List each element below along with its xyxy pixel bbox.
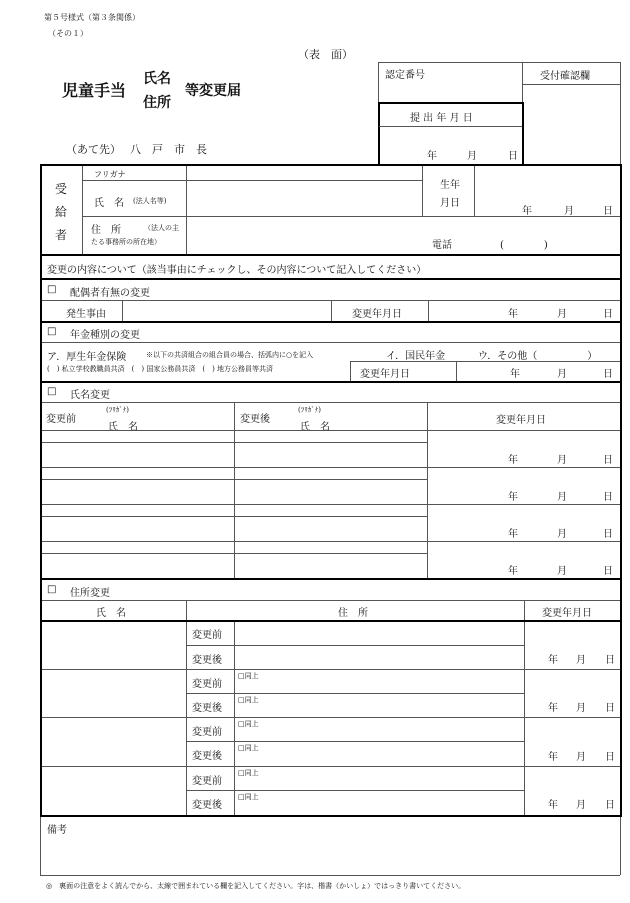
address-row3-before-same[interactable]: □同上: [238, 720, 259, 728]
address-row1-day: 日: [605, 655, 615, 666]
name-row4-day: 日: [603, 566, 613, 577]
spouse-month: 月: [557, 309, 567, 320]
address-change-title: 住所変更: [70, 588, 110, 599]
address-row1-month: 月: [576, 655, 586, 666]
spouse-date-label: 変更年月日: [352, 309, 402, 320]
furigana-label: フリガナ: [94, 170, 126, 179]
phone-label: 電話: [432, 240, 452, 251]
name-row3-month: 月: [557, 529, 567, 540]
name-row2-day: 日: [603, 492, 613, 503]
recipient-label-2: 給: [55, 205, 68, 219]
phone-field[interactable]: [460, 232, 618, 252]
address-row4-before-label: 変更前: [192, 776, 222, 787]
recipient-address-note-2: たる事務所の所在地）: [91, 238, 161, 246]
footer-note: ◎ 裏面の注意をよく読んでから、太線で囲まれている欄を記入してください。字は、楷書（かいしょ）ではっきり書いてください。: [46, 882, 466, 890]
name-after-label: 変更後: [240, 414, 270, 425]
pension-year: 年: [510, 369, 520, 380]
recipient-address-label: 住 所: [91, 225, 121, 236]
phone-parens: ( ): [500, 240, 548, 251]
page-side: （表 面）: [298, 48, 353, 61]
name-row2-month: 月: [557, 492, 567, 503]
name-row1-year: 年: [508, 455, 518, 466]
birth-date-field[interactable]: [476, 167, 618, 214]
pension-option-u[interactable]: ウ．その他（ ）: [478, 351, 598, 362]
name-row4-month: 月: [557, 566, 567, 577]
spouse-reason-field[interactable]: [124, 302, 329, 319]
name-before-field-1[interactable]: [44, 432, 232, 465]
name-before-field-4[interactable]: [44, 543, 232, 576]
address-row4-year: 年: [548, 800, 558, 811]
address-row1-after-label: 変更後: [192, 655, 222, 666]
address-row3-after-label: 変更後: [192, 751, 222, 762]
spouse-title: 配偶者有無の変更: [70, 288, 150, 299]
spouse-checkbox[interactable]: □: [47, 284, 57, 295]
address-row3-before-label: 変更前: [192, 727, 222, 738]
pension-day: 日: [603, 369, 613, 380]
birth-month: 月: [564, 206, 574, 217]
form-part: （その１）: [48, 29, 88, 38]
name-before-name-label: 氏 名: [108, 422, 138, 433]
title-right: 等変更届: [185, 83, 241, 99]
address-row3-month: 月: [576, 752, 586, 763]
name-after-field-3[interactable]: [236, 506, 425, 539]
address-name-col: 氏 名: [96, 608, 126, 619]
address-name-field-1[interactable]: [44, 622, 184, 667]
cert-number-field[interactable]: [380, 84, 520, 100]
address-row2-month: 月: [576, 703, 586, 714]
address-name-field-3[interactable]: [44, 719, 184, 764]
title-address: 住所: [143, 95, 171, 111]
pension-sub-options[interactable]: ( ) 私立学校教職員共済 ( ) 国家公務員共済 ( ) 地方公務員等共済: [47, 365, 274, 373]
address-row3-year: 年: [548, 752, 558, 763]
recipient-address-note-1: （法人の主: [144, 224, 179, 232]
birth-year: 年: [522, 206, 532, 217]
pension-checkbox[interactable]: □: [47, 326, 57, 337]
name-after-furigana: (ﾌﾘｶﾞﾅ): [298, 406, 321, 414]
remarks-label: 備考: [47, 825, 67, 836]
name-before-field-3[interactable]: [44, 506, 232, 539]
name-after-field-2[interactable]: [236, 469, 425, 502]
address-row2-after-same[interactable]: □同上: [238, 696, 259, 704]
title-left: 児童手当: [62, 81, 127, 100]
address-row2-after-label: 変更後: [192, 703, 222, 714]
form-number: 第５号様式（第３条関係）: [44, 13, 140, 22]
address-row1-year: 年: [548, 655, 558, 666]
address-row4-after-label: 変更後: [192, 800, 222, 811]
submit-date-label: 提 出 年 月 日: [410, 113, 473, 124]
address-row2-day: 日: [605, 703, 615, 714]
spouse-year: 年: [508, 309, 518, 320]
spouse-date-field[interactable]: [430, 302, 618, 319]
addressee-label: （あて先）: [66, 143, 121, 156]
name-row1-day: 日: [603, 455, 613, 466]
address-name-field-4[interactable]: [44, 768, 184, 813]
submit-day: 日: [508, 151, 518, 162]
addressee: 八 戸 市 長: [130, 143, 207, 156]
pension-option-i[interactable]: イ．国民年金: [386, 351, 446, 362]
recipient-name-label: 氏 名: [94, 198, 124, 209]
address-row4-day: 日: [605, 800, 615, 811]
recipient-label-3: 者: [55, 228, 68, 242]
change-heading: 変更の内容について（該当事由にチェックし、その内容について記入してください）: [47, 265, 427, 276]
title-name: 氏名: [143, 71, 171, 87]
recipient-name-field[interactable]: [188, 182, 420, 214]
receipt-label: 受付確認欄: [540, 71, 590, 82]
name-before-furigana: (ﾌﾘｶﾞﾅ): [106, 406, 129, 414]
name-change-title: 氏名変更: [70, 390, 110, 401]
name-before-field-2[interactable]: [44, 469, 232, 502]
pension-month: 月: [557, 369, 567, 380]
spouse-day: 日: [603, 309, 613, 320]
name-after-field-1[interactable]: [236, 432, 425, 465]
furigana-field[interactable]: [188, 167, 420, 179]
name-after-field-4[interactable]: [236, 543, 425, 576]
cert-number-label: 認定番号: [385, 70, 425, 81]
address-row4-before-same[interactable]: □同上: [238, 769, 259, 777]
name-row2-year: 年: [508, 492, 518, 503]
recipient-label-1: 受: [55, 182, 68, 196]
address-row3-after-same[interactable]: □同上: [238, 744, 259, 752]
name-after-name-label: 氏 名: [300, 422, 330, 433]
name-change-date-label: 変更年月日: [496, 415, 546, 426]
receipt-field[interactable]: [524, 86, 618, 162]
pension-option-a-note: ※以下の共済組合の組合員の場合、括弧内に○を記入: [146, 351, 314, 359]
name-row4-year: 年: [508, 566, 518, 577]
spouse-reason-label: 発生事由: [66, 309, 106, 320]
pension-date-label: 変更年月日: [360, 369, 410, 380]
address-row1-before-label: 変更前: [192, 630, 222, 641]
address-row2-before-same[interactable]: □同上: [238, 672, 259, 680]
name-row3-year: 年: [508, 529, 518, 540]
name-row3-day: 日: [603, 529, 613, 540]
submit-date-field[interactable]: [381, 128, 520, 162]
recipient-address-field[interactable]: [188, 218, 428, 252]
pension-title: 年金種別の変更: [70, 330, 140, 341]
name-row1-month: 月: [557, 455, 567, 466]
remarks-field[interactable]: [44, 836, 616, 872]
birth-label-1: 生年: [440, 180, 460, 191]
submit-year: 年: [427, 151, 437, 162]
name-before-label: 変更前: [46, 414, 76, 425]
address-row2-before-label: 変更前: [192, 679, 222, 690]
address-date-col: 変更年月日: [542, 608, 592, 619]
name-change-checkbox[interactable]: □: [47, 386, 57, 397]
birth-day: 日: [603, 206, 613, 217]
address-row2-year: 年: [548, 703, 558, 714]
address-change-checkbox[interactable]: □: [47, 584, 57, 595]
address-row3-day: 日: [605, 752, 615, 763]
address-row4-after-same[interactable]: □同上: [238, 793, 259, 801]
birth-label-2: 月日: [440, 198, 460, 209]
pension-date-field[interactable]: [458, 363, 618, 379]
recipient-name-note: (法人名等): [133, 197, 167, 205]
pension-option-a[interactable]: ア．厚生年金保険: [47, 352, 127, 363]
address-address-col: 住 所: [338, 608, 368, 619]
address-row4-month: 月: [576, 800, 586, 811]
address-name-field-2[interactable]: [44, 671, 184, 715]
submit-month: 月: [467, 151, 477, 162]
